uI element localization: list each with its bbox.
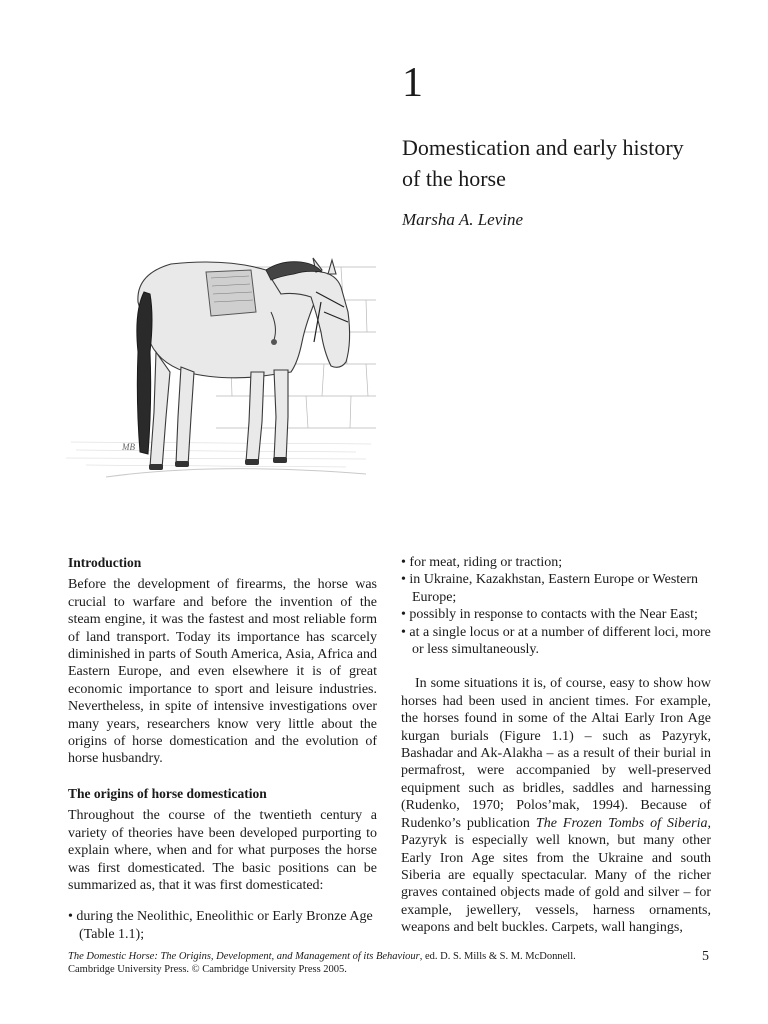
page-footer [68,951,628,976]
bullet-item: • for meat, riding or traction; [401,554,711,571]
origins-bullet-list-continued [401,554,711,658]
chapter-author: Marsha A. Levine [402,210,524,229]
altai-paragraph [401,675,711,936]
book-title-frozen-tombs: The Frozen Tombs of Siberia [535,815,708,831]
footer-publisher: Cambridge University Press. © Cambridge University Press 2005. [68,963,347,975]
bullet-item: • during the Neolithic, Eneolithic or Early Bronze Age (Table 1.1); [68,908,377,943]
bullet-item: • at a single locus or at a number of different loci, more or less simultaneously. [401,624,711,659]
chapter-title: Domestication and early history of the horse [402,135,684,191]
ground-shadow [106,469,366,477]
artist-monogram: MB [122,442,135,452]
origins-paragraph: Throughout the course of the twentieth century a variety of theories have been developed purporting to explain where, when and for what purposes the horse was first domesticated. The basic positions can be summarized as, that it was first domesticated: [68,808,377,893]
footer-book-title: The Domestic Horse: The Origins, Development, and Management of its Behaviour [68,951,420,962]
right-column [401,554,711,937]
horse-illustration [66,212,378,502]
bullet-item: • in Ukraine, Kazakhstan, Eastern Europe or Western Europe; [401,571,711,606]
horse-tail [137,292,152,454]
altai-text-part2: , Pazyryk is especially well known, but many other Early Iron Age sites from the Ukraine and south Siberia are equally spectacular. Many of the richer graves contained objects made of gold and silver – for example, jewellery, vessels, harness ornaments, weapons and belt buckles. Carpets, wall hangings, [401,815,711,936]
page-number: 5 [702,949,709,964]
footer-editors: , ed. D. S. Mills & S. M. McDonnell. [419,951,576,962]
altai-text-part1: In some situations it is, of course, easy to show how horses had been used in ancient times. For example, the horses found in some of the Altai Early Iron Age kurgan burials (Figure 1.1) – such as Pazyryk, Bashadar and Ak-Alakha – as a result of their burial in permafrost, were accompanied by well-preserved equipment such as bridles, saddles and harnessing (Rudenko, 1970; Polos’mak, 1994). Because of Rudenko’s publication [401,676,711,831]
origins-bullet-list [68,908,377,943]
section-heading-introduction: Introduction [68,555,142,570]
introduction-paragraph: Before the development of firearms, the horse was crucial to warfare and before the invention of the steam engine, it was the fastest and most reliable form of land transport. Today its importance has scarcely diminished in parts of South America, Asia, Africa and Eastern Europe, and even elsewhere it is of great economic importance to sport and leisure industries. Nevertheless, in spite of intensive investigations over many years, researchers know very little about the origins of horse domestication and the evolution of horse husbandry. [68,577,377,767]
chapter-number: 1 [402,60,423,106]
left-column [68,554,377,943]
bullet-item: • possibly in response to contacts with the Near East; [401,606,711,623]
section-heading-origins: The origins of horse domestication [68,785,267,801]
